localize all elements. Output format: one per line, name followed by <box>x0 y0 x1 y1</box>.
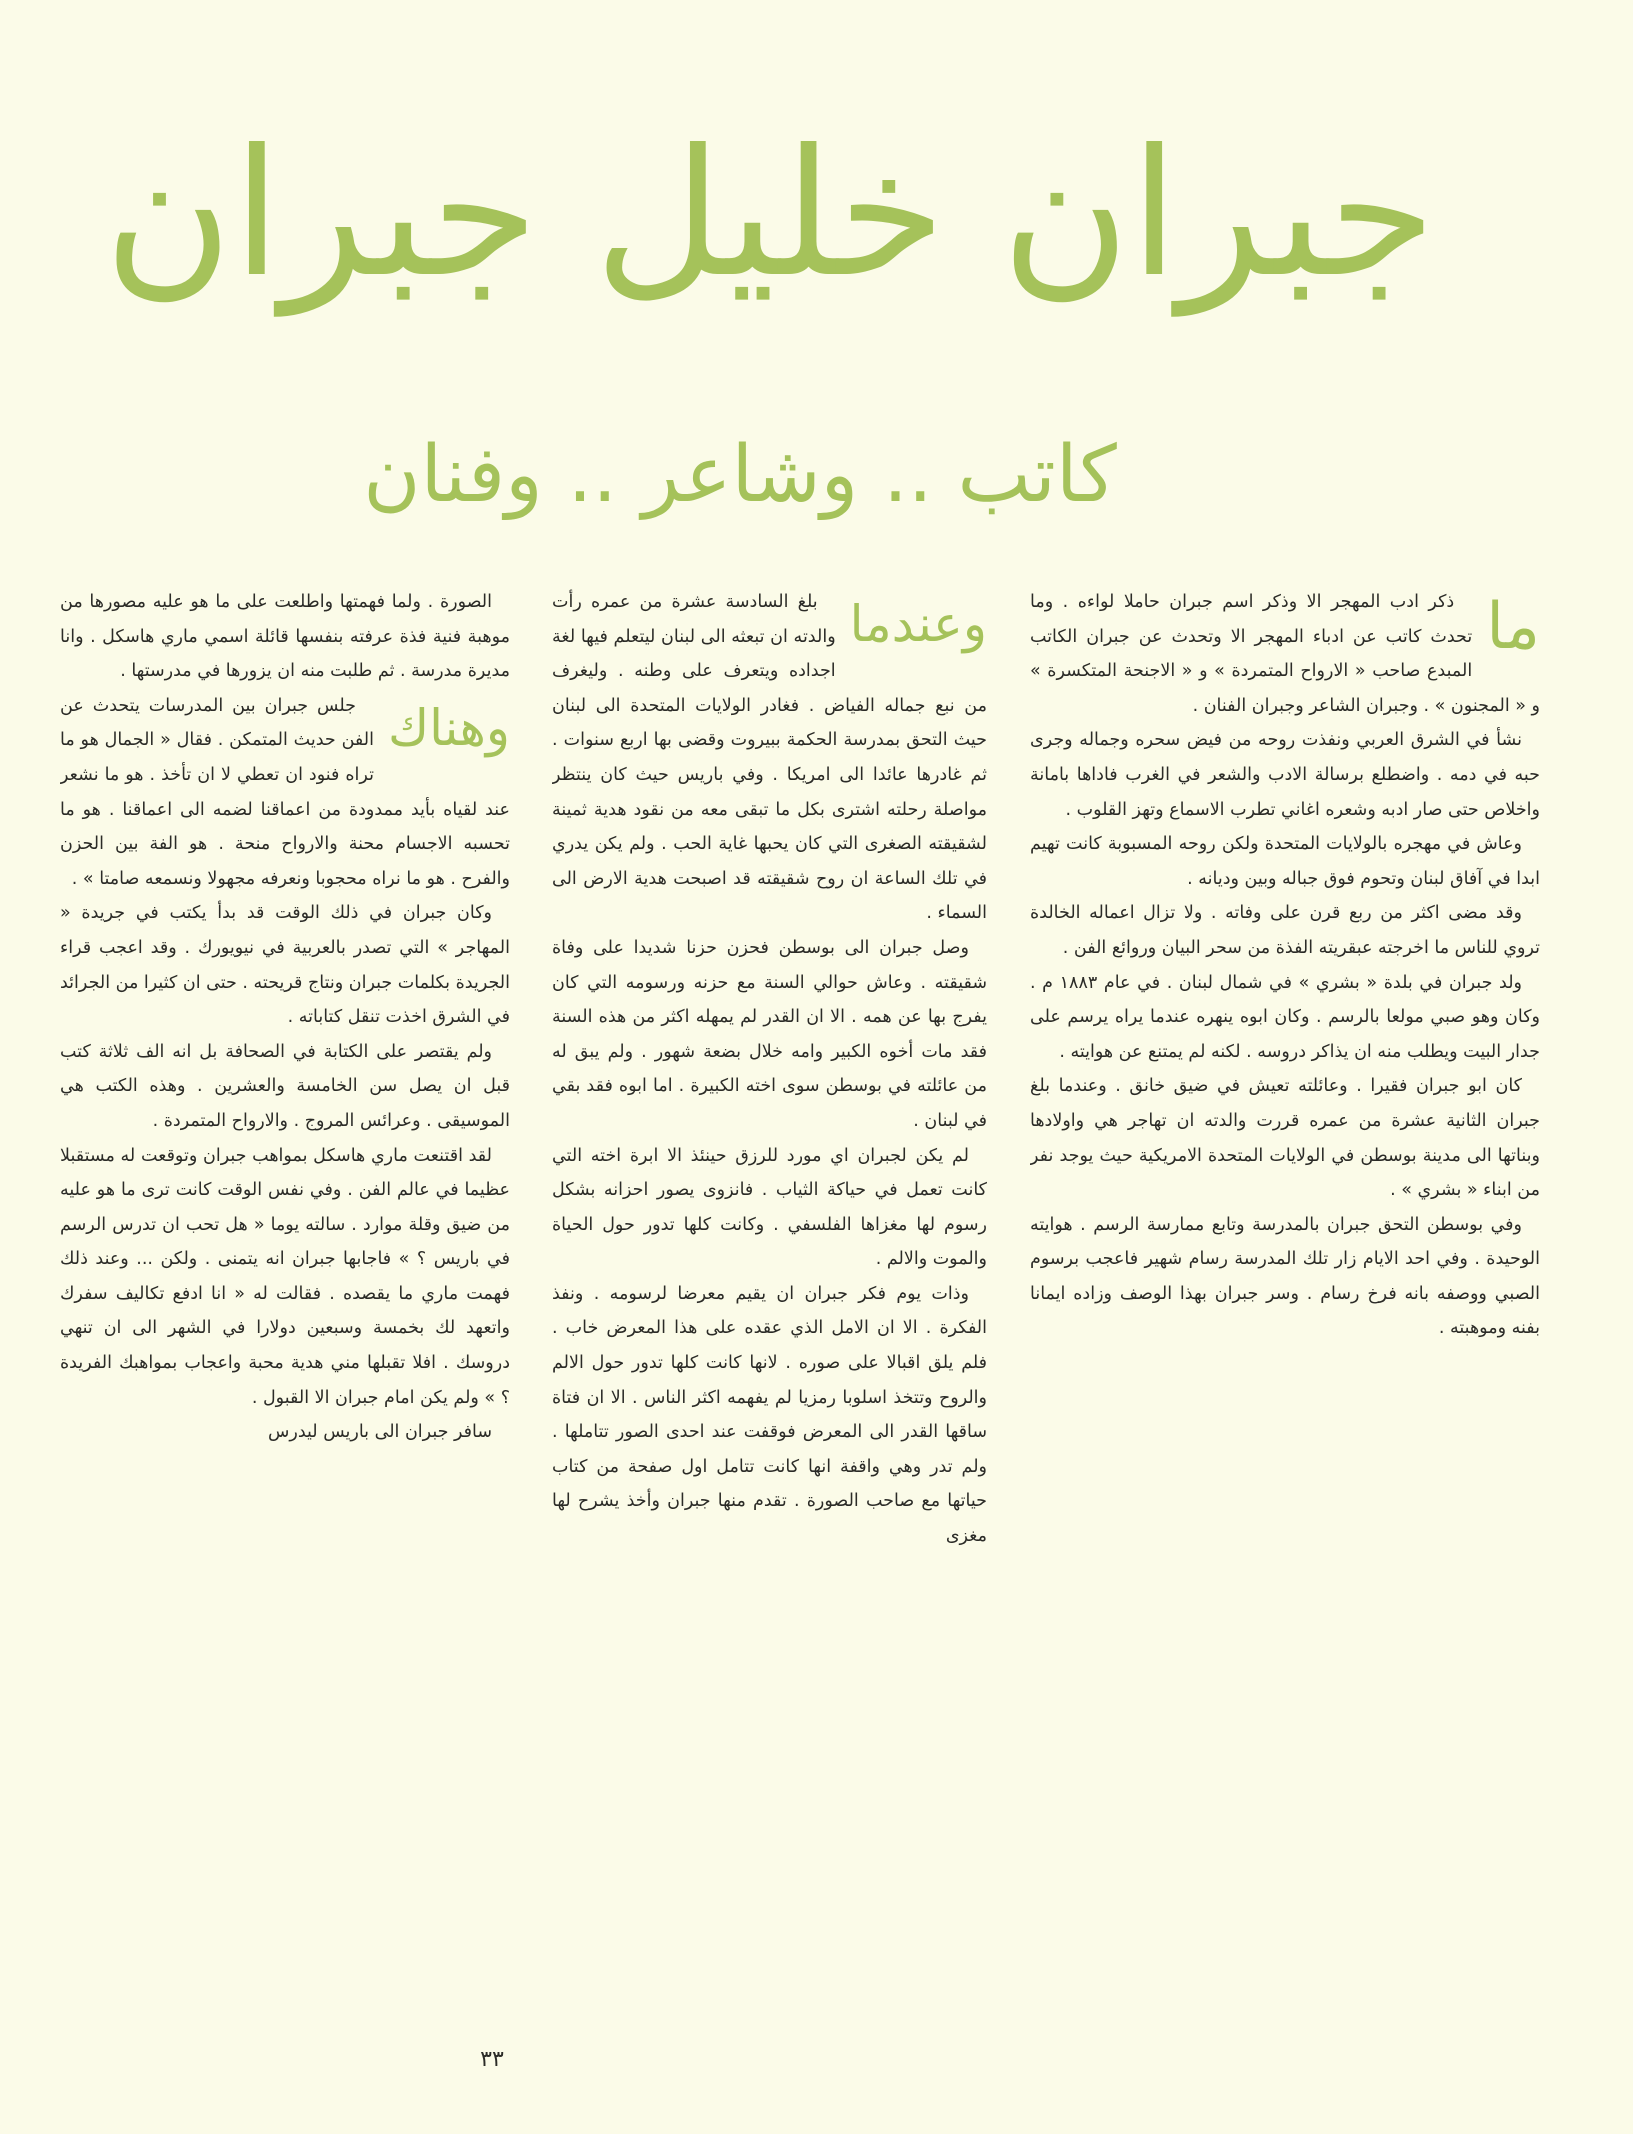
column-3-paragraph-5: لقد اقتنعت ماري هاسكل بمواهب جبران وتوقعت له مستقبلا عظيما في عالم الفن . وفي نفس الوقت كانت ترى ما هو عليه من ضيق وقلة موارد . سالته يوما « هل تحب ان تدرس الرسم في باريس ؟ » فاجابها جبران انه يتمنى . ولكن ... وعند ذلك فهمت ماري ما يقصده . فقالت له « انا ادفع تكاليف سفرك واتعهد لك بخمسة وسبعين دولارا في الشهر الى ان تنهي دروسك . افلا تقبلها مني هدية محبة واعجاب بمواهبك الفريدة ؟ » ولم يكن امام جبران الا القبول . <box>60 1145 510 1408</box>
column-1-paragraph-4: وقد مضى اكثر من ربع قرن على وفاته . ولا تزال اعماله الخالدة تروي للناس ما اخرجته عبقريته الفذة من سحر البيان وروائع الفن . <box>1030 903 1540 958</box>
page-title: جبران خليل جبران <box>103 113 1437 316</box>
article-column-1 <box>1030 585 1540 1995</box>
page-number: ٣٣ <box>480 2047 504 2072</box>
column-1-paragraph-1: ذكر ادب المهجر الا وذكر اسم جبران حاملا لواءه . وما تحدث كاتب عن ادباء المهجر الا وتحدث عن جبران الكاتب المبدع صاحب « الارواح المتمردة » و « الاجنحة المتكسرة » و « المجنون » . وجبران الشاعر وجبران الفنان . <box>1030 592 1540 716</box>
column-3-lead-word: وهناك <box>387 698 510 757</box>
column-1-paragraph-3: وعاش في مهجره بالولايات المتحدة ولكن روحه المسبوبة كانت تهيم ابدا في آفاق لبنان وتحوم فوق جباله وبين ودیانه . <box>1030 834 1540 889</box>
column-2-paragraph-1: بلغ السادسة عشرة من عمره رأت والدته ان تبعثه الى لبنان ليتعلم فيها لغة اجداده ويتعرف على وطنه . وليغرف من نبع جماله الفياض . فغادر الولايات المتحدة الى لبنان حيث التحق بمدرسة الحكمة ببيروت وقضى بها اربع سنوات . ثم غادرها عائدا الى امريكا . وفي باريس حيث كان ينتظر مواصلة رحلته اشترى بكل ما تبقى معه من نقود هدية ثمينة لشقيقته الصغرى التي كان يحبها غاية الحب . ولم يكن يدري في تلك الساعة ان روح شقيقته قد اصبحت هدية الارض الى السماء . <box>552 592 987 924</box>
column-1-paragraph-6: كان ابو جبران فقيرا . وعائلته تعيش في ضيق خانق . وعندما بلغ جبران الثانية عشرة من عمره قررت والدته ان تهاجر هي واولادها وبناتها الى مدينة بوسطن في الولايات المتحدة الامريكية حيث يوجد نفر من ابناء « بشري » . <box>1030 1076 1540 1201</box>
column-3-paragraph-6: سافر جبران الى باريس ليدرس <box>268 1422 492 1443</box>
article-column-3 <box>60 585 510 1995</box>
article-column-2 <box>552 585 987 1995</box>
column-3-paragraph-2: جلس جبران بين المدرسات يتحدث عن الفن حديث المتمكن . فقال « الجمال هو ما تراه فنود ان تعطي لا ان تأخذ . هو ما نشعر عند لقياه بأيد ممدودة من اعماقنا لضمه الى اعماقنا . هو ما تحسبه الاجسام محنة والارواح منحة . هو الفة بين الحزن والفرح . هو ما نراه محجوبا ونعرفه مجهولا ونسمعه صامتا » . <box>60 695 510 889</box>
column-2-paragraph-3: لم يكن لجبران اي مورد للرزق حينئذ الا ابرة اخته التي كانت تعمل في حياكة الثياب . فانزوى يصور احزانه بشكل رسوم لها مغزاها الفلسفي . وكانت كلها تدور حول الحياة والموت والالم . <box>552 1145 987 1270</box>
column-2-paragraph-4: وذات يوم فكر جبران ان يقيم معرضا لرسومه . ونفذ الفكرة . الا ان الامل الذي عقده على هذا المعرض خاب . فلم يلق اقبالا على صوره . لانها كانت كلها تدور حول الالم والروح وتتخذ اسلوبا رمزيا لم يفهمه اكثر الناس . الا ان فتاة ساقها القدر الى المعرض فوقفت عند احدى الصور تتاملها . ولم تدر وهي واقفة انها كانت تتامل اول صفحة من كتاب حياتها مع صاحب الصورة . تقدم منها جبران وأخذ يشرح لها مغزى <box>552 1283 987 1547</box>
page-subtitle: كاتب .. وشاعر .. وفنان <box>363 430 1117 520</box>
column-1-paragraph-5: ولد جبران في بلدة « بشري » في شمال لبنان . في عام ١٨٨٣ م . وكان وهو صبي مولعا بالرسم . وكان ابوه ينهره عندما يراه يرسم على جدار البيت ويطلب منه ان يذاكر دروسه . لكنه لم يمتنع عن هوايته . <box>1030 972 1540 1062</box>
column-1-paragraph-7: وفي بوسطن التحق جبران بالمدرسة وتابع ممارسة الرسم . هوايته الوحيدة . وفي احد الايام زار تلك المدرسة رسام شهير فاعجب برسوم الصبي ووصفه بانه فرخ رسام . وسر جبران بهذا الوصف وزاده ايمانا بفنه وموهبته . <box>1030 1214 1540 1339</box>
column-3-paragraph-3: وكان جبران في ذلك الوقت قد بدأ يكتب في جريدة « المهاجر » التي تصدر بالعربية في نيويورك . وقد اعجب قراء الجريدة بكلمات جبران ونتاج قريحته . حتى ان كثيرا من الجرائد في الشرق اخذت تنقل كتاباته . <box>60 903 510 1028</box>
column-2-paragraph-2: وصل جبران الى بوسطن فحزن حزنا شديدا على وفاة شقيقته . وعاش حوالي السنة مع حزنه ورسومه التي كان يفرج بها عن همه . الا ان القدر لم يمهله اكثر من هذه السنة فقد مات أخوه الكبير وامه خلال بضعة شهور . ولم يبق له من عائلته في بوسطن سوى اخته الكبيرة . اما ابوه فقد بقي في لبنان . <box>552 937 987 1131</box>
column-1-paragraph-2: نشأ في الشرق العربي ونفذت روحه من فيض سحره وجماله وجرى حبه في دمه . واضطلع برسالة الادب والشعر في الغرب فاداها بامانة واخلاص حتى صار ادبه وشعره اغاني تطرب الاسماع وتهز القلوب . <box>1030 730 1540 820</box>
column-1-lead-word: ما <box>1486 590 1540 664</box>
column-2-lead-word: وعندما <box>849 595 987 653</box>
column-3-paragraph-4: ولم يقتصر على الكتابة في الصحافة بل انه الف ثلاثة كتب قبل ان يصل سن الخامسة والعشرين . وهذه الكتب هي الموسيقى . وعرائس المروج . والارواح المتمردة . <box>60 1041 510 1131</box>
column-3-paragraph-1: الصورة . ولما فهمتها واطلعت على ما هو عليه مصورها من موهبة فنية فذة عرفته بنفسها قائلة اسمي ماري هاسكل . وانا مديرة مدرسة . ثم طلبت منه ان يزورها في مدرستها . <box>60 592 510 682</box>
